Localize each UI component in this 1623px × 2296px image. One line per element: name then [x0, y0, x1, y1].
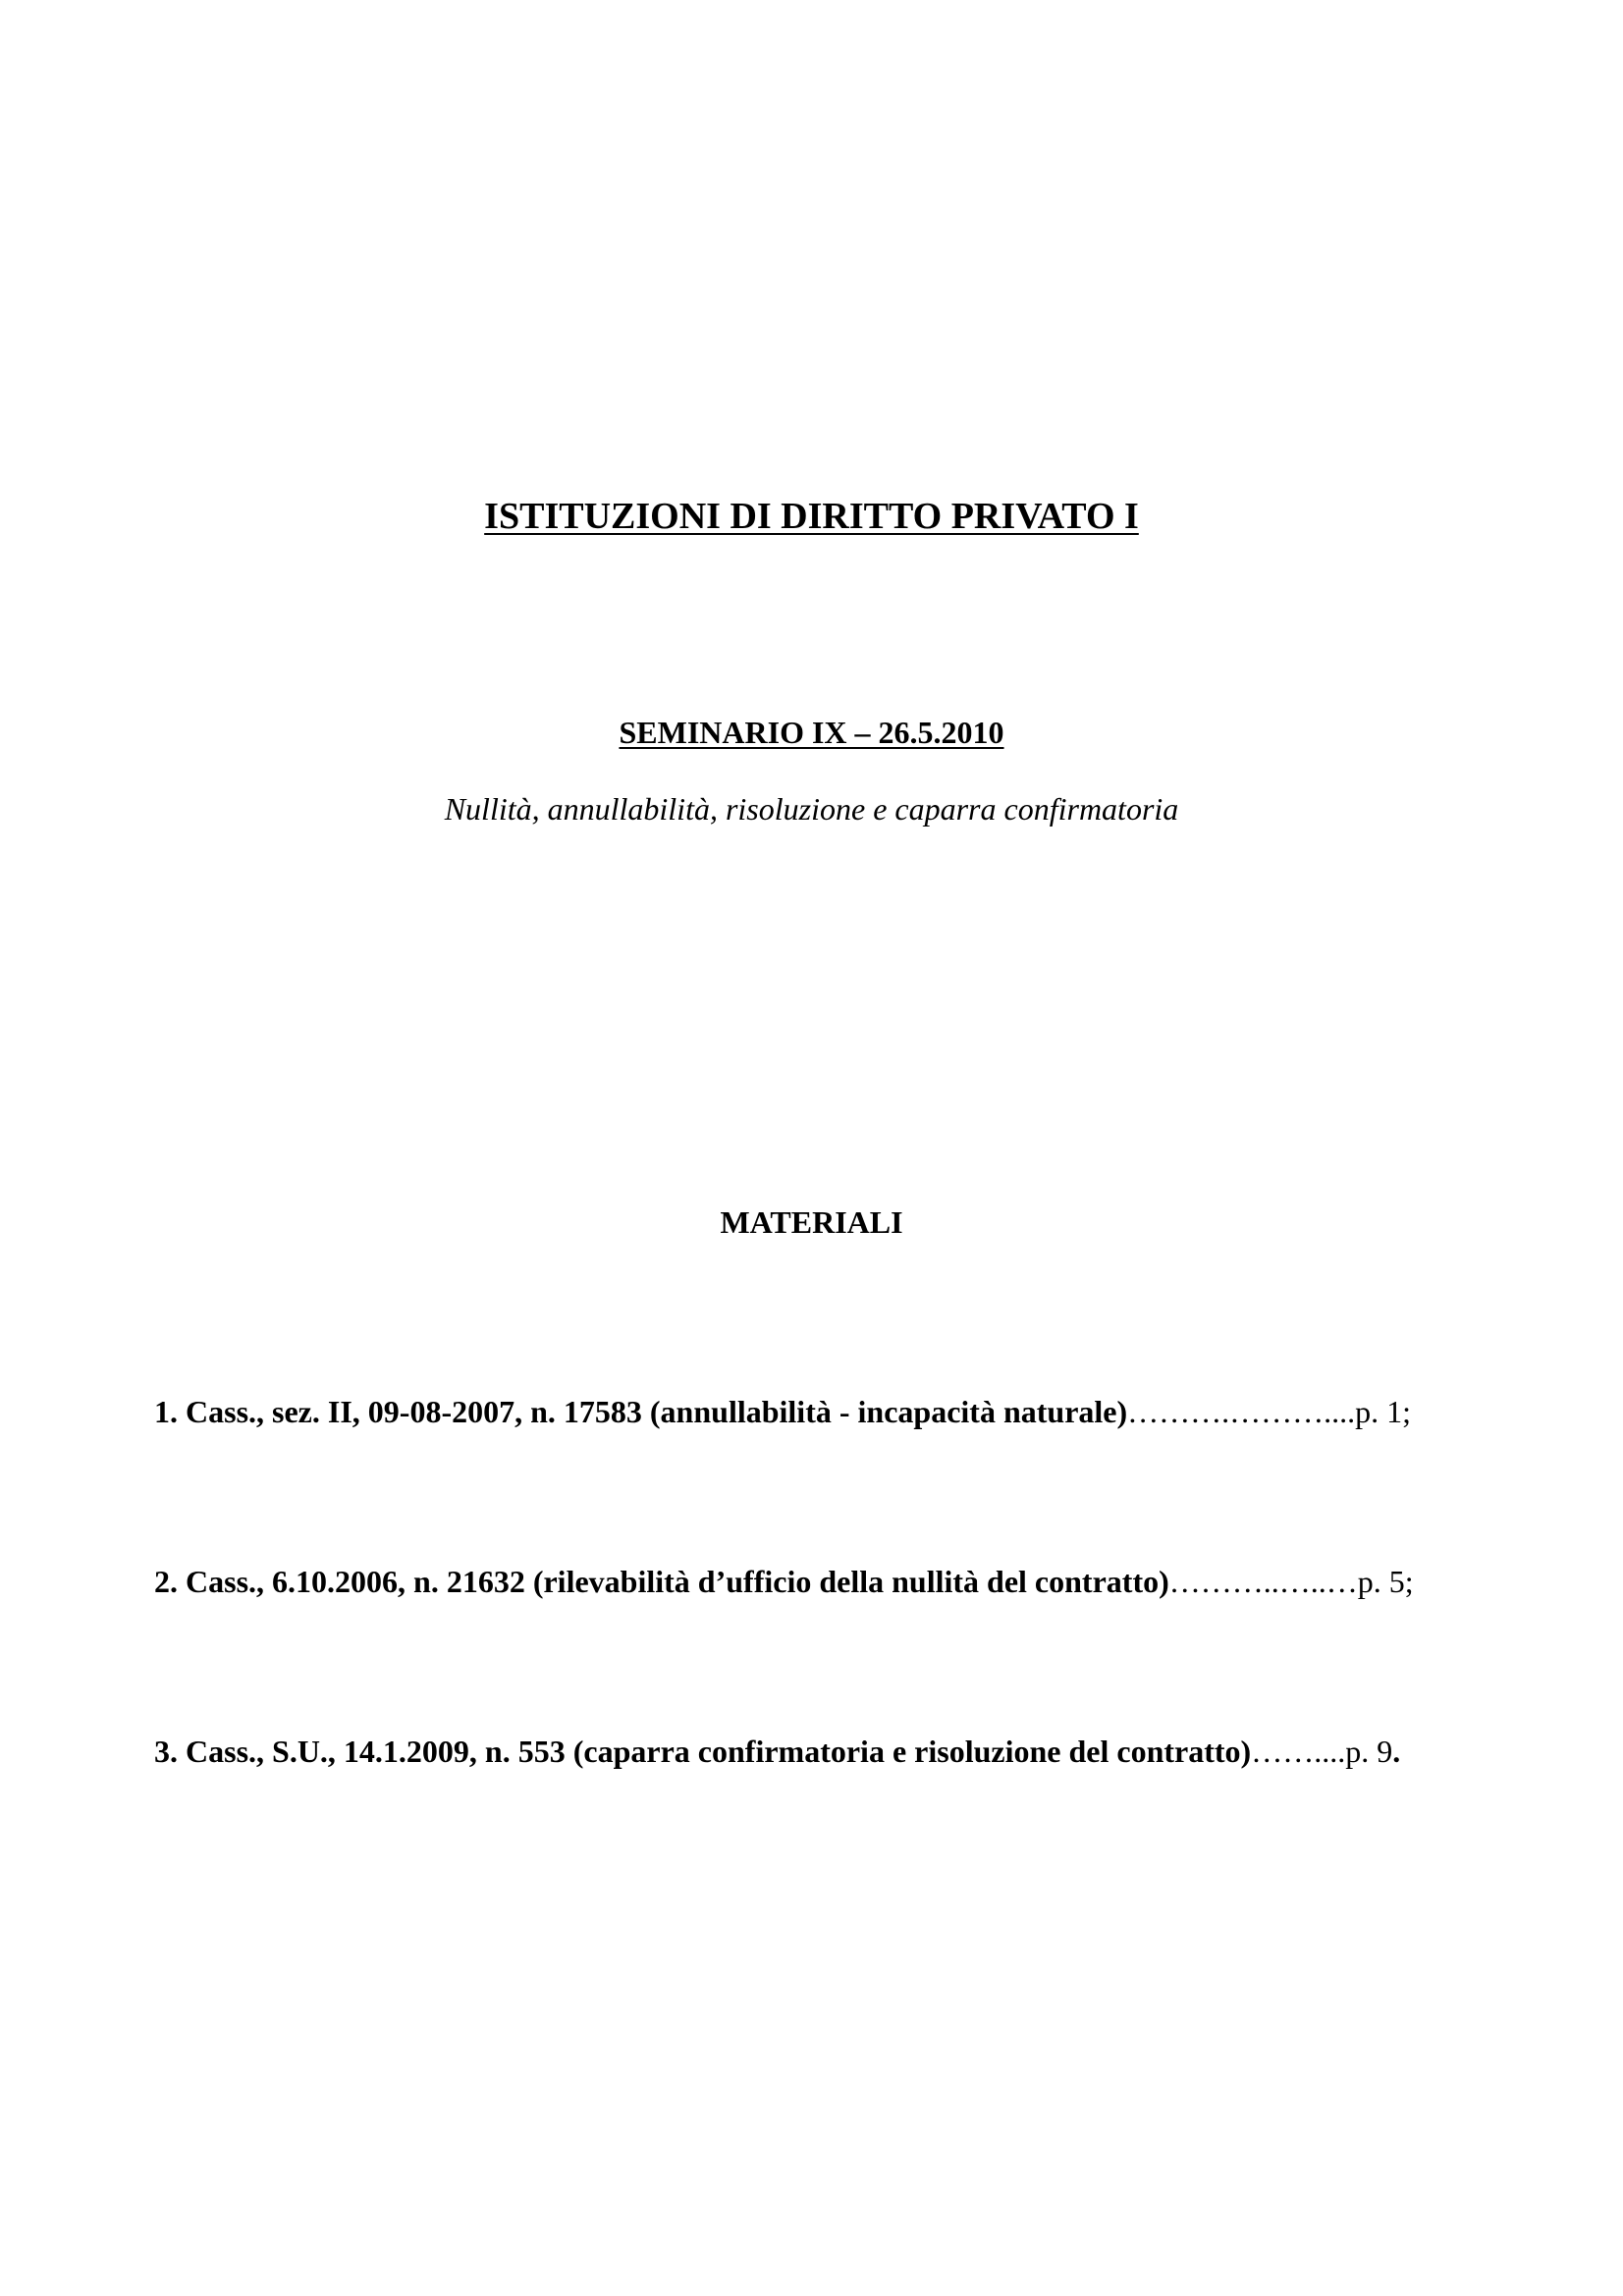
material-item-2 [154, 1564, 1489, 1600]
materials-heading: MATERIALI [720, 1204, 903, 1240]
material-end: ; [1404, 1563, 1414, 1599]
material-number: 1. [154, 1394, 178, 1429]
material-end: . [1392, 1733, 1401, 1769]
material-number: 2. [154, 1563, 178, 1599]
material-page: p. 9 [1345, 1733, 1393, 1769]
course-title-text: ISTITUZIONI DI DIRITTO PRIVATO I [484, 496, 1139, 537]
course-title [0, 496, 1623, 539]
material-citation: Cass., 6.10.2006, n. 21632 [186, 1563, 525, 1599]
material-item-3 [154, 1734, 1489, 1770]
material-leader: ………..…..… [1168, 1563, 1358, 1599]
material-item-1 [154, 1394, 1489, 1430]
material-description: (caparra confirmatoria e risoluzione del contratto) [572, 1733, 1252, 1769]
seminar-title-text: SEMINARIO IX – 26.5.2010 [619, 715, 1004, 750]
material-page: p. 5 [1357, 1563, 1405, 1599]
material-end: ; [1402, 1394, 1412, 1429]
seminar-title [0, 715, 1623, 751]
material-leader: ……….……….. [1127, 1394, 1340, 1429]
materials-list [154, 1394, 1489, 1769]
material-leader: …….... [1251, 1733, 1346, 1769]
material-page: ..p. 1 [1339, 1394, 1403, 1429]
material-description: (rilevabilità d’ufficio della nullità del contratto) [532, 1563, 1169, 1599]
material-citation: Cass., sez. II, 09-08-2007, n. 17583 [186, 1394, 642, 1429]
material-number: 3. [154, 1733, 178, 1769]
seminar-subtitle: Nullità, annullabilità, risoluzione e caparra confirmatoria [444, 791, 1179, 827]
material-citation: Cass., S.U., 14.1.2009, n. 553 [186, 1733, 566, 1769]
material-description: (annullabilità - incapacità naturale) [649, 1394, 1128, 1429]
